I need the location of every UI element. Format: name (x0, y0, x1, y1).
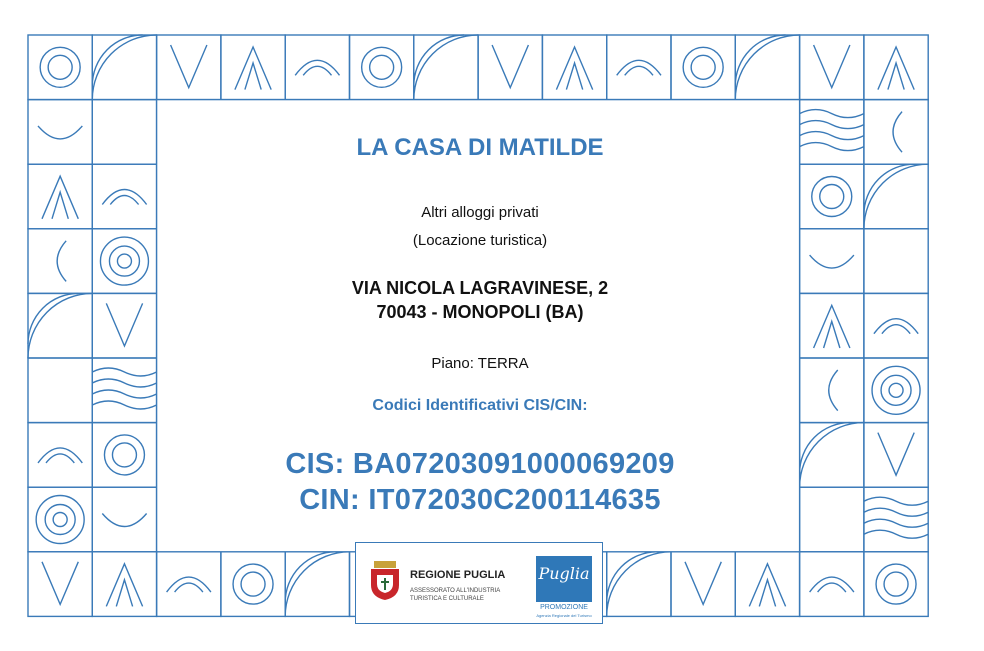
border-tile (221, 35, 285, 100)
border-tile (285, 552, 349, 617)
tile-wave-motif (864, 497, 928, 505)
tile-chevron-motif (42, 562, 78, 605)
tile-arc-motif (285, 552, 335, 603)
tile-wave-motif (800, 143, 864, 151)
tile-arc-motif (893, 112, 902, 153)
tile-ring-motif (889, 383, 903, 397)
border-tile (92, 164, 156, 229)
tile-arc-motif (607, 552, 671, 617)
tile-wave-motif (800, 110, 864, 118)
tile-arc-motif (28, 293, 92, 358)
tile-ring-motif (45, 505, 75, 535)
tile-ring-motif (53, 513, 67, 527)
tile-chevron-motif (814, 305, 850, 348)
tile-arc-motif (57, 241, 66, 282)
tile-arc-motif (864, 164, 928, 229)
tile-circle-motif (40, 47, 80, 87)
border-tile (800, 293, 864, 358)
border-tile (350, 35, 414, 100)
tile-arc-motif (414, 35, 464, 86)
border-tile (28, 487, 92, 552)
tile-arch-motif (617, 60, 661, 75)
regione-puglia-crest-icon (368, 559, 402, 601)
border-tile (92, 423, 156, 488)
border-tile (414, 35, 478, 100)
border-tile (864, 423, 928, 488)
address-line-1: VIA NICOLA LAGRAVINESE, 2 (351, 278, 609, 298)
promozione-subtitle: Agenzia Regionale del Turismo (536, 613, 592, 618)
border-tile (671, 552, 735, 617)
tile-circle-motif (362, 47, 402, 87)
tile-ring-motif (881, 375, 911, 405)
tile-arc-motif (810, 255, 854, 268)
border-tile (864, 358, 928, 423)
border-tile (607, 552, 671, 617)
border-tile (28, 358, 92, 423)
tile-arc-motif (864, 164, 914, 215)
tile-chevron-motif (759, 580, 775, 607)
tile-arc-motif (829, 370, 838, 411)
tile-arch-motif (818, 583, 846, 592)
category-line-2: (Locazione turistica) (412, 232, 548, 249)
tile-chevron-motif (824, 321, 840, 348)
border-tile (28, 229, 92, 294)
tile-chevron-motif (106, 303, 142, 346)
tile-chevron-motif (556, 47, 592, 90)
border-tile (92, 487, 156, 552)
tile-chevron-motif (685, 562, 721, 605)
border-tile (221, 552, 285, 617)
tile-wave-motif (92, 368, 156, 376)
border-tile (735, 552, 799, 617)
tile-wave-motif (864, 530, 928, 538)
tile-ring-motif (109, 246, 139, 276)
tile-circle-motif (691, 55, 715, 79)
cin-code: CIN: IT072030C200114635 (299, 484, 661, 516)
tile-arch-motif (102, 190, 146, 205)
tile-chevron-motif (566, 63, 582, 90)
tile-chevron-motif (42, 176, 78, 219)
tile-circle-motif (241, 572, 265, 596)
tile-arch-motif (810, 577, 854, 592)
border-tile (92, 293, 156, 358)
tile-chevron-motif (171, 45, 207, 88)
tile-chevron-motif (888, 63, 904, 90)
tile-arch-motif (874, 319, 918, 334)
tile-circle-motif (370, 55, 394, 79)
region-name: REGIONE PUGLIA (410, 569, 506, 581)
tile-arc-motif (102, 514, 146, 527)
tile-wave-motif (864, 519, 928, 527)
sign-content (160, 100, 800, 540)
border-tile (478, 35, 542, 100)
tile-arc-motif (735, 35, 785, 86)
tile-arc-motif (414, 35, 478, 100)
tile-circle-motif (884, 572, 908, 596)
border-tile (28, 164, 92, 229)
tile-circle-motif (104, 435, 144, 475)
border-tile (800, 487, 864, 552)
border-tile (800, 358, 864, 423)
region-department (410, 587, 520, 603)
border-tile (28, 35, 92, 100)
tile-arc-motif (735, 35, 799, 100)
tile-circle-motif (820, 185, 844, 209)
tile-arch-motif (303, 66, 331, 75)
border-tile (864, 229, 928, 294)
border-tile (28, 552, 92, 617)
tile-circle-motif (812, 177, 852, 217)
tile-circle-motif (683, 47, 723, 87)
tile-chevron-motif (116, 580, 132, 607)
tile-arc-motif (607, 552, 657, 603)
tile-arc-motif (800, 423, 850, 474)
tile-chevron-motif (492, 45, 528, 88)
tile-chevron-motif (814, 45, 850, 88)
tile-circle-motif (112, 443, 136, 467)
tile-wave-motif (92, 401, 156, 409)
region-dept-line-2: TURISTICA E CULTURALE (410, 596, 484, 602)
border-tile (92, 229, 156, 294)
tile-wave-motif (800, 132, 864, 140)
puglia-wordmark: Puglia (538, 564, 590, 583)
tile-wave-motif (92, 379, 156, 387)
tile-arc-motif (28, 293, 78, 344)
border-tile (157, 552, 221, 617)
tile-arc-motif (38, 126, 82, 139)
border-tile (92, 100, 156, 165)
codes-heading: Codici Identificativi CIS/CIN: (372, 397, 588, 414)
border-tile (28, 100, 92, 165)
tile-arch-motif (167, 577, 211, 592)
border-tile (28, 293, 92, 358)
tile-chevron-motif (245, 63, 261, 90)
tile-ring-motif (872, 366, 920, 414)
tile-chevron-motif (106, 564, 142, 607)
tile-arc-motif (285, 552, 349, 617)
tile-arch-motif (175, 583, 203, 592)
tile-circle-motif (233, 564, 273, 604)
border-tile (864, 164, 928, 229)
tile-chevron-motif (878, 433, 914, 476)
border-tile (864, 293, 928, 358)
tile-arch-motif (38, 448, 82, 463)
border-tile (800, 552, 864, 617)
region-dept-line-1: ASSESSORATO ALL'INDUSTRIA (410, 588, 501, 594)
tile-wave-motif (864, 508, 928, 516)
sponsor-logos (355, 542, 603, 624)
border-tile (864, 100, 928, 165)
tile-circle-motif (48, 55, 72, 79)
category-line-1: Altri alloggi privati (421, 204, 539, 221)
tile-arch-motif (625, 66, 653, 75)
tile-ring-motif (36, 496, 84, 544)
border-tile (735, 35, 799, 100)
tile-arch-motif (882, 325, 910, 334)
border-tile (800, 164, 864, 229)
tile-wave-motif (92, 390, 156, 398)
tile-chevron-motif (52, 192, 68, 219)
tile-chevron-motif (235, 47, 271, 90)
tile-ring-motif (100, 237, 148, 285)
border-tile (28, 423, 92, 488)
promozione-label: PROMOZIONE (540, 604, 588, 611)
border-tile (671, 35, 735, 100)
tile-arch-motif (110, 196, 138, 205)
tile-chevron-motif (878, 47, 914, 90)
border-tile (800, 423, 864, 488)
tile-arch-motif (295, 60, 339, 75)
border-tile (285, 35, 349, 100)
floor-label: Piano: TERRA (431, 355, 529, 372)
border-tile (864, 35, 928, 100)
border-tile (800, 229, 864, 294)
tile-arc-motif (800, 423, 864, 488)
tile-circle-motif (876, 564, 916, 604)
cis-code: CIS: BA07203091000069209 (285, 448, 675, 480)
border-tile (92, 552, 156, 617)
tile-ring-motif (117, 254, 131, 268)
puglia-promozione-logo (536, 556, 592, 602)
tile-arc-motif (92, 35, 156, 100)
border-tile (800, 35, 864, 100)
tile-chevron-motif (749, 564, 785, 607)
border-tile (157, 35, 221, 100)
address-line-2: 70043 - MONOPOLI (BA) (376, 302, 584, 322)
border-tile (542, 35, 606, 100)
tile-arc-motif (92, 35, 142, 86)
border-tile (607, 35, 671, 100)
tile-arch-motif (46, 454, 74, 463)
tile-wave-motif (800, 121, 864, 129)
property-title: LA CASA DI MATILDE (356, 134, 604, 161)
border-tile (864, 552, 928, 617)
border-tile (92, 35, 156, 100)
